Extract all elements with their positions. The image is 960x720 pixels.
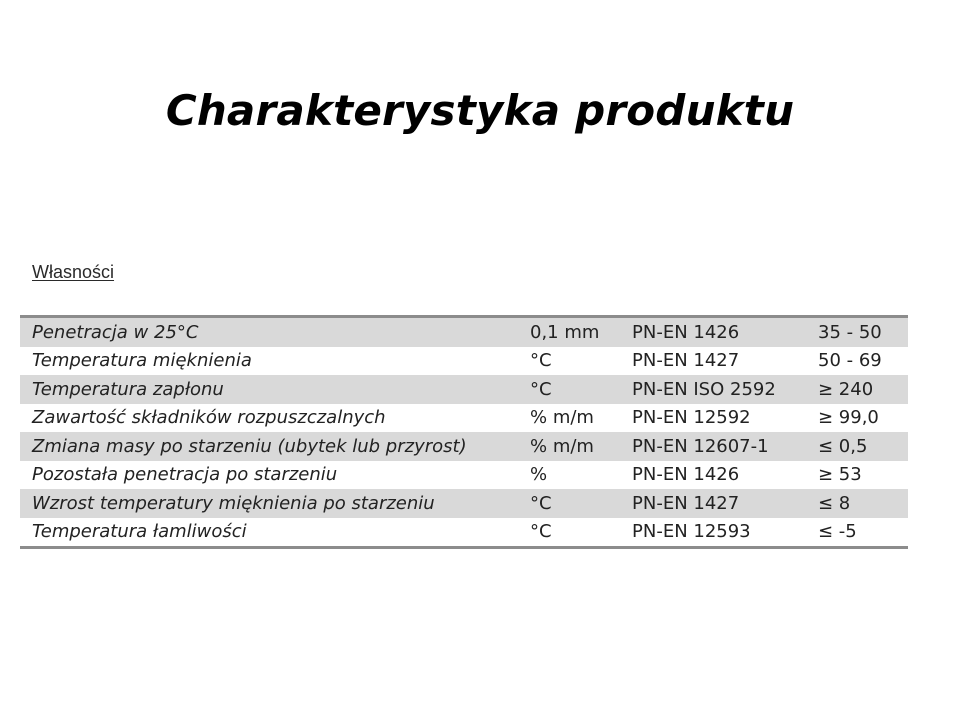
table-row	[20, 347, 908, 376]
table-row	[20, 489, 908, 518]
property-value: ≥ 53	[806, 461, 908, 490]
property-standard: PN-EN ISO 2592	[620, 375, 806, 404]
property-name: Penetracja w 25°C	[20, 317, 518, 347]
property-value: 35 - 50	[806, 317, 908, 347]
property-unit: °C	[518, 518, 620, 548]
property-unit: %	[518, 461, 620, 490]
table-row	[20, 404, 908, 433]
property-unit: % m/m	[518, 432, 620, 461]
section-heading: Własności	[32, 262, 115, 282]
property-name: Zawartość składników rozpuszczalnych	[20, 404, 518, 433]
property-name: Wzrost temperatury mięknienia po starzeniu	[20, 489, 518, 518]
property-unit: °C	[518, 347, 620, 376]
table-row	[20, 375, 908, 404]
property-value: ≤ -5	[806, 518, 908, 548]
property-unit: 0,1 mm	[518, 317, 620, 347]
property-unit: % m/m	[518, 404, 620, 433]
table-row	[20, 432, 908, 461]
table-row	[20, 317, 908, 347]
property-value: ≥ 240	[806, 375, 908, 404]
property-standard: PN-EN 12607-1	[620, 432, 806, 461]
property-value: ≤ 0,5	[806, 432, 908, 461]
property-name: Temperatura zapłonu	[20, 375, 518, 404]
property-standard: PN-EN 12593	[620, 518, 806, 548]
slide-title: Charakterystyka produktu	[165, 86, 795, 136]
property-value: ≥ 99,0	[806, 404, 908, 433]
property-name: Pozostała penetracja po starzeniu	[20, 461, 518, 490]
property-standard: PN-EN 1426	[620, 461, 806, 490]
property-value: ≤ 8	[806, 489, 908, 518]
property-name: Zmiana masy po starzeniu (ubytek lub przyrost)	[20, 432, 518, 461]
property-standard: PN-EN 1426	[620, 317, 806, 347]
property-unit: °C	[518, 489, 620, 518]
property-value: 50 - 69	[806, 347, 908, 376]
table-row	[20, 518, 908, 548]
table-row	[20, 461, 908, 490]
property-name: Temperatura łamliwości	[20, 518, 518, 548]
property-standard: PN-EN 12592	[620, 404, 806, 433]
property-unit: °C	[518, 375, 620, 404]
property-name: Temperatura mięknienia	[20, 347, 518, 376]
properties-table	[20, 315, 908, 549]
property-standard: PN-EN 1427	[620, 347, 806, 376]
property-standard: PN-EN 1427	[620, 489, 806, 518]
